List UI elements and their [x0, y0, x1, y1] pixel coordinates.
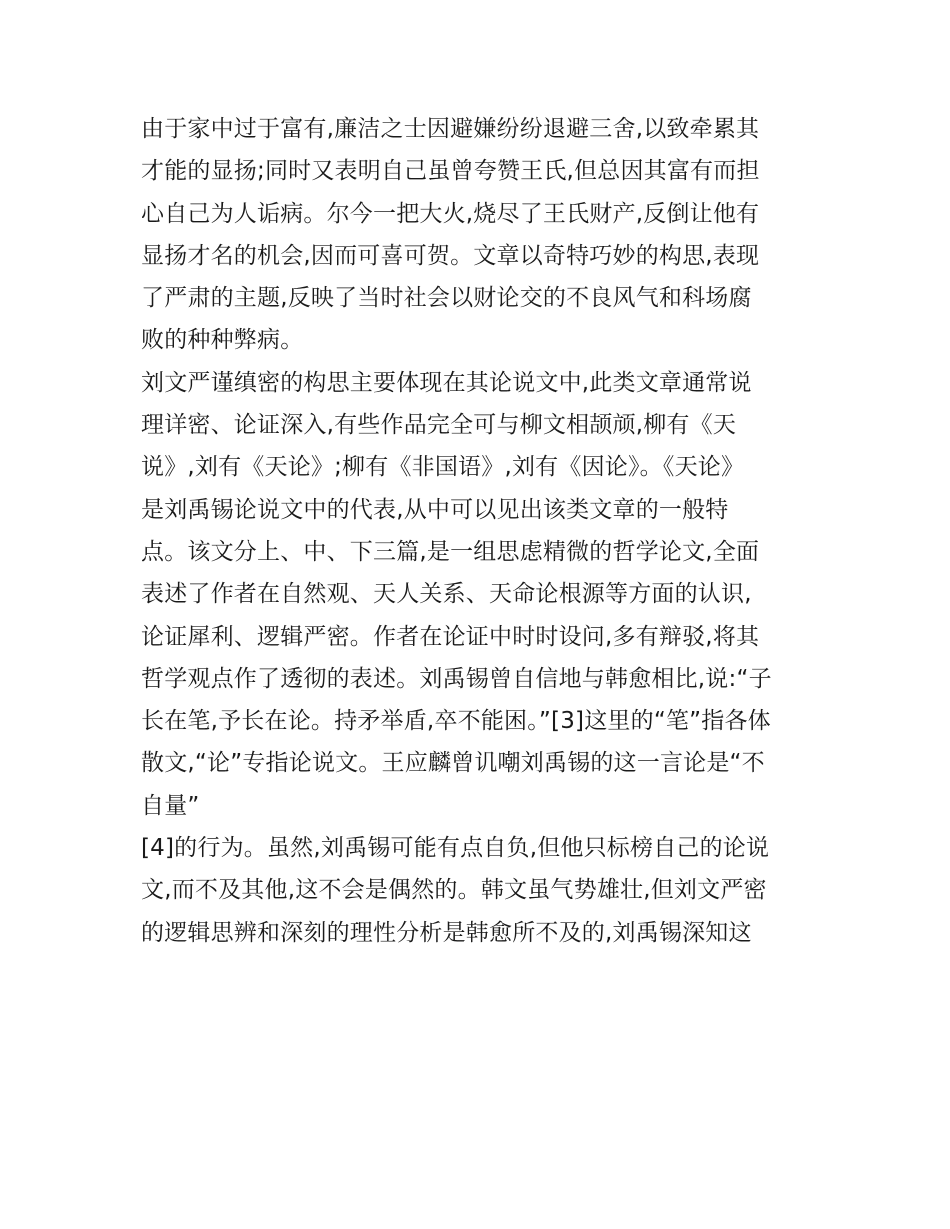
text-line: 心自己为人诟病。尔今一把大火,烧尽了王氏财产,反倒让他有 — [141, 200, 760, 227]
text-line: 败的种种弊病。 — [141, 327, 304, 354]
text-line: 的逻辑思辨和深刻的理性分析是韩愈所不及的,刘禹锡深知这 — [141, 919, 752, 946]
text-line: 表述了作者在自然观、天人关系、天命论根源等方面的认识, — [141, 581, 752, 608]
text-line: 才能的显扬;同时又表明自己虽曾夸赞王氏,但总因其富有而担 — [141, 158, 760, 185]
text-line: 理详密、论证深入,有些作品完全可与柳文相颉颃,柳有《天 — [141, 412, 737, 439]
text-line: 文,而不及其他,这不会是偶然的。韩文虽气势雄壮,但刘文严密 — [141, 877, 767, 904]
text-line: 显扬才名的机会,因而可喜可贺。文章以奇特巧妙的构思,表现 — [141, 242, 760, 269]
text-line: [4]的行为。虽然,刘禹锡可能有点自负,但他只标榜自己的论说 — [141, 835, 770, 862]
text-line: 刘文严谨缜密的构思主要体现在其论说文中,此类文章通常说 — [141, 369, 752, 396]
text-line: 点。该文分上、中、下三篇,是一组思虑精微的哲学论文,全面 — [141, 538, 760, 565]
text-line: 论证犀利、逻辑严密。作者在论证中时时设问,多有辩驳,将其 — [141, 623, 760, 650]
text-line: 长在笔,予长在论。持矛举盾,卒不能困。”[3]这里的“笔”指各体 — [141, 708, 771, 735]
text-line: 了严肃的主题,反映了当时社会以财论交的不良风气和科场腐 — [141, 285, 752, 312]
text-line: 是刘禹锡论说文中的代表,从中可以见出该类文章的一般特 — [141, 496, 729, 523]
text-line: 散文,“论”专指论说文。王应麟曾讥嘲刘禹锡的这一言论是“不 — [141, 750, 765, 777]
text-line: 哲学观点作了透彻的表述。刘禹锡曾自信地与韩愈相比,说:“子 — [141, 665, 772, 692]
text-line: 由于家中过于富有,廉洁之士因避嫌纷纷退避三舍,以致牵累其 — [141, 116, 760, 142]
text-line: 自量” — [141, 792, 200, 819]
body-text — [141, 108, 821, 954]
text-line: 说》,刘有《天论》;柳有《非国语》,刘有《因论》。《天论》 — [141, 454, 745, 481]
